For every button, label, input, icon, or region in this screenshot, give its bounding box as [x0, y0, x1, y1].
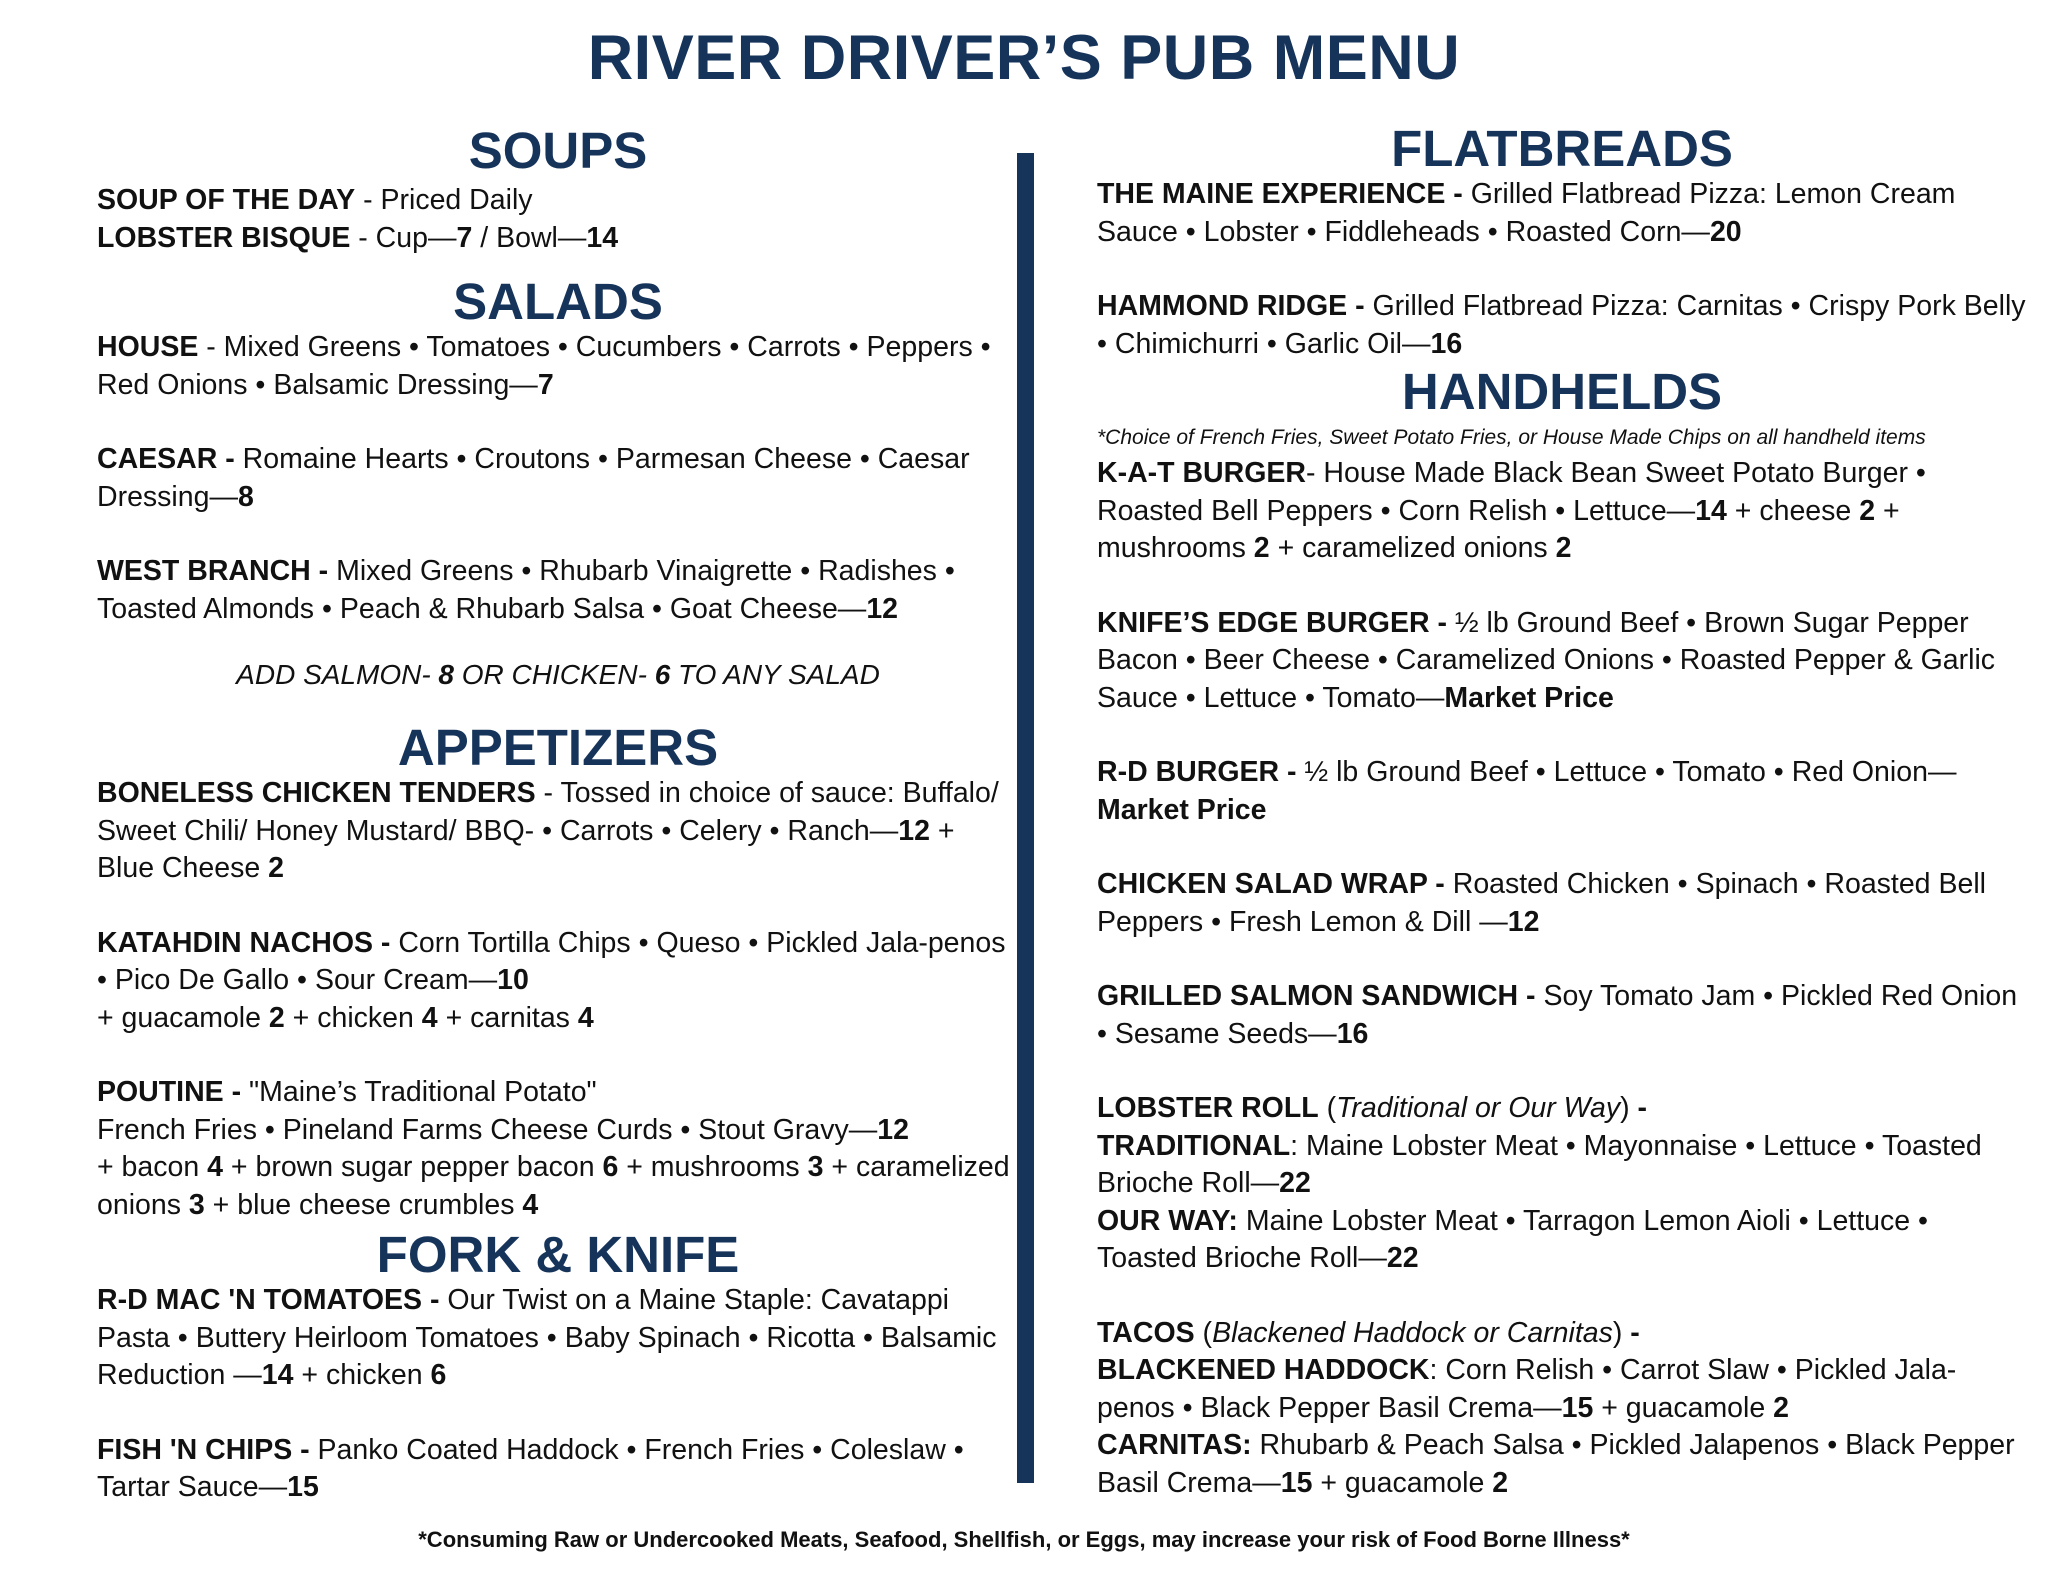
salad-addon: ADD SALMON- 8 OR CHICKEN- 6 TO ANY SALAD [236, 659, 880, 690]
soup-of-the-day: SOUP OF THE DAY - Priced Daily [97, 184, 533, 216]
handhelds-heading: HANDHELDS [1401, 363, 1723, 420]
food-safety-footer: *Consuming Raw or Undercooked Meats, Seafood, Shellfish, or Eggs, may increase your risk of Food Borne Illness* [418, 1527, 1630, 1552]
salad-house: HOUSE - Mixed Greens • Tomatoes • Cucumbers • Carrots • Peppers • Red Onions • Balsamic Dressing—7 [97, 331, 991, 401]
handheld-tacos: TACOS (Blackened Haddock or Carnitas) - BLACKENED HADDOCK: Corn Relish • Carrot Slaw • Pickled Jala-penos • Black Pepper Basil Crema—15 + guacamole 2 CARNITAS: Rhubarb & Peach Salsa • Pickled Jalapenos • Black Pepper Basil Crema—15 + guacamole 2 [1097, 1316, 2015, 1499]
flatbreads-heading: FLATBREADS [1391, 120, 1733, 177]
handheld-chicken-salad-wrap: CHICKEN SALAD WRAP - Roasted Chicken • Spinach • Roasted Bell Peppers • Fresh Lemon & Dill —12 [1097, 868, 1986, 938]
handhelds-note: *Choice of French Fries, Sweet Potato Fries, or House Made Chips on all handheld items [1097, 426, 1926, 449]
salads-heading: SALADS [453, 273, 663, 330]
salad-west-branch: WEST BRANCH - Mixed Greens • Rhubarb Vinaigrette • Radishes • Toasted Almonds • Peach & Rhubarb Salsa • Goat Cheese—12 [97, 555, 955, 625]
menu-title: RIVER DRIVER’S PUB MENU [587, 23, 1461, 93]
salad-caesar: CAESAR - Romaine Hearts • Croutons • Parmesan Cheese • Caesar Dressing—8 [97, 443, 970, 513]
lobster-bisque: LOBSTER BISQUE - Cup—7 / Bowl—14 [97, 221, 619, 254]
handheld-grilled-salmon-sandwich: GRILLED SALMON SANDWICH - Soy Tomato Jam • Pickled Red Onion • Sesame Seeds—16 [1097, 980, 2018, 1050]
handheld-kat-burger: K-A-T BURGER- House Made Black Bean Sweet Potato Burger • Roasted Bell Peppers • Corn Relish • Lettuce—14 + cheese 2 + mushrooms 2 + caramelized onions 2 [1097, 457, 1926, 564]
appetizer-katahdin-nachos: KATAHDIN NACHOS - Corn Tortilla Chips • Queso • Pickled Jala-penos • Pico De Gallo • Sour Cream—10 + guacamole 2 + chicken 4 + carnitas 4 [97, 926, 1006, 1034]
handheld-knifes-edge-burger: KNIFE’S EDGE BURGER - ½ lb Ground Beef • Brown Sugar Pepper Bacon • Beer Cheese • Caramelized Onions • Roasted Pepper & Garlic Sauce • Lettuce • Tomato—Market Price [1097, 606, 1996, 714]
fork-knife-mac: R-D MAC 'N TOMATOES - Our Twist on a Maine Staple: Cavatappi Pasta • Buttery Heirloom Tomatoes • Baby Spinach • Ricotta • Balsamic Reduction —14 + chicken 6 [97, 1284, 997, 1391]
fork-knife-fish-chips: FISH 'N CHIPS - Panko Coated Haddock • French Fries • Coleslaw • Tartar Sauce—15 [97, 1433, 964, 1503]
fork-knife-heading: FORK & KNIFE [376, 1226, 740, 1283]
flatbread-hammond-ridge: HAMMOND RIDGE - Grilled Flatbread Pizza: Carnitas • Crispy Pork Belly • Chimichurri • Garlic Oil—16 [1097, 290, 2026, 360]
column-divider [1017, 153, 1034, 1483]
handheld-rd-burger: R-D BURGER - ½ lb Ground Beef • Lettuce • Tomato • Red Onion—Market Price [1097, 756, 1957, 826]
appetizer-chicken-tenders: BONELESS CHICKEN TENDERS - Tossed in choice of sauce: Buffalo/ Sweet Chili/ Honey Mustard/ BBQ- • Carrots • Celery • Ranch—12 + Blue Cheese 2 [97, 777, 999, 884]
appetizer-poutine: POUTINE - "Maine’s Traditional Potato" French Fries • Pineland Farms Cheese Curds • Stout Gravy—12 + bacon 4 + brown sugar pepper bacon 6 + mushrooms 3 + caramelized onions 3 + blue cheese crumbles 4 [97, 1076, 1010, 1221]
left-column [97, 118, 1019, 1507]
flatbread-maine-experience: THE MAINE EXPERIENCE - Grilled Flatbread Pizza: Lemon Cream Sauce • Lobster • Fiddleheads • Roasted Corn—20 [1097, 178, 1956, 248]
handheld-lobster-roll: LOBSTER ROLL (Traditional or Our Way) - TRADITIONAL: Maine Lobster Meat • Mayonnaise • Lettuce • Toasted Brioche Roll—22 OUR WAY: Maine Lobster Meat • Tarragon Lemon Aioli • Lettuce • Toasted Brioche Roll—22 [1097, 1092, 1982, 1274]
right-column [1097, 118, 2027, 1502]
soups-heading: SOUPS [468, 122, 648, 179]
appetizers-heading: APPETIZERS [397, 719, 719, 776]
